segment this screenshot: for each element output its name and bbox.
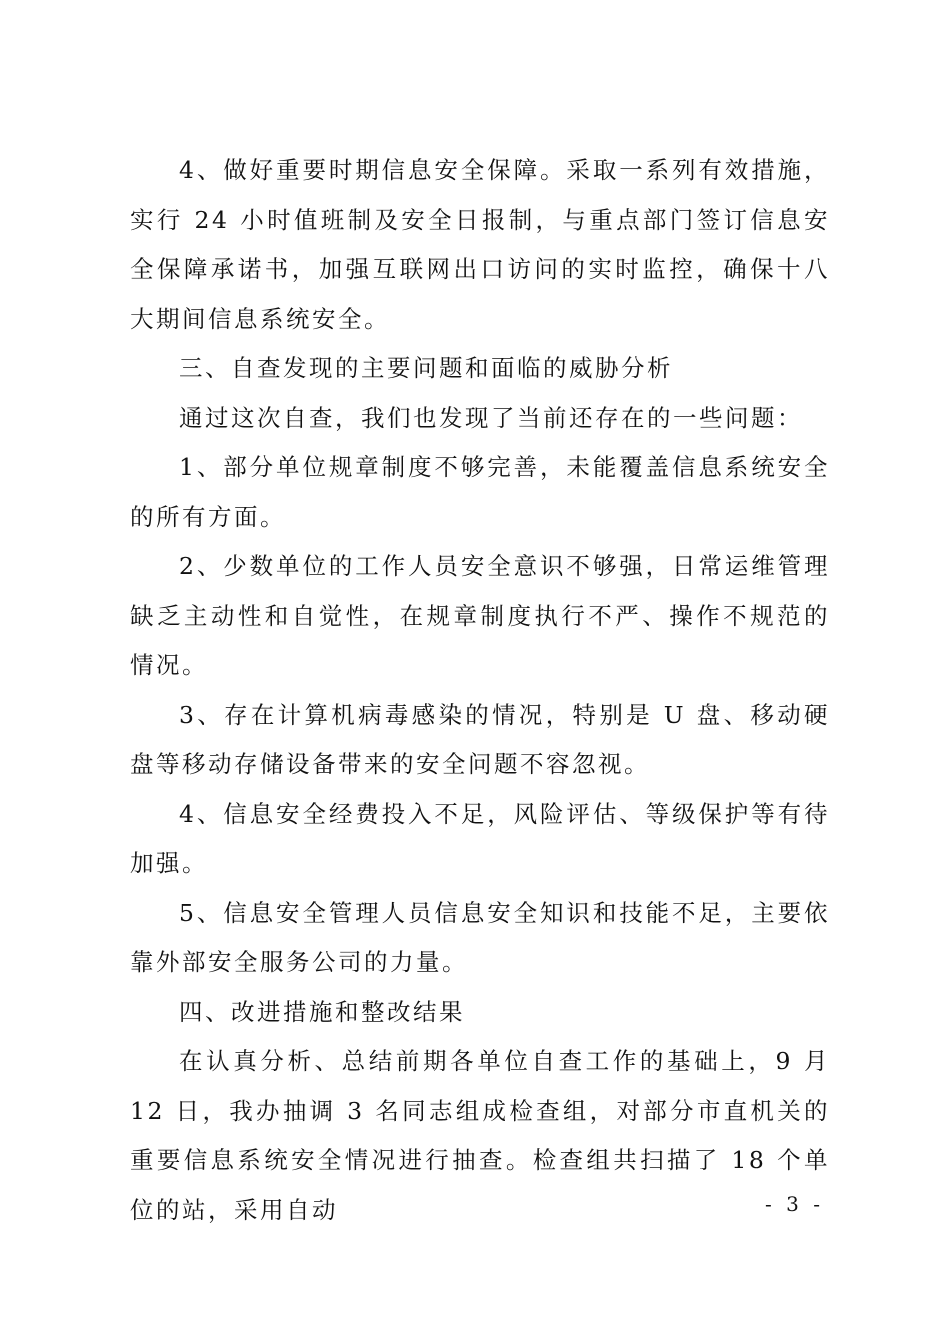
document-body <box>130 146 830 1235</box>
section-heading-problems: 三、自查发现的主要问题和面临的威胁分析 <box>179 354 673 382</box>
section-heading-improvements: 四、改进措施和整改结果 <box>179 997 465 1026</box>
page-number: - 3 - <box>765 1192 824 1216</box>
paragraph-problem-3: 3、存在计算机病毒感染的情况，特别是 U 盘、移动硬盘等移动存储设备带来的安全问题不容忽视。 <box>130 700 830 778</box>
paragraph-problem-5: 5、信息安全管理人员信息安全知识和技能不足，主要依靠外部安全服务公司的力量。 <box>130 898 830 976</box>
paragraph-problem-2: 2、少数单位的工作人员安全意识不够强，日常运维管理缺乏主动性和自觉性，在规章制度执行不严、操作不规范的情况。 <box>130 552 830 679</box>
paragraph-problem-1: 1、部分单位规章制度不够完善，未能覆盖信息系统安全的所有方面。 <box>130 453 830 531</box>
paragraph-inspection: 在认真分析、总结前期各单位自查工作的基础上，9 月 12 日，我办抽调 3 名同志组成检查组，对部分市直机关的重要信息系统安全情况进行抽查。检查组共扫描了 18 个单位的站，采用自动 <box>130 1047 830 1224</box>
paragraph-problems-intro: 通过这次自查，我们也发现了当前还存在的一些问题： <box>179 403 803 432</box>
paragraph-problem-4: 4、信息安全经费投入不足，风险评估、等级保护等有待加强。 <box>130 799 830 877</box>
paragraph-item-4-security-guarantee: 4、做好重要时期信息安全保障。采取一系列有效措施，实行 24 小时值班制及安全日报制，与重点部门签订信息安全保障承诺书，加强互联网出口访问的实时监控，确保十八大期间信息系统安全。 <box>130 156 830 333</box>
